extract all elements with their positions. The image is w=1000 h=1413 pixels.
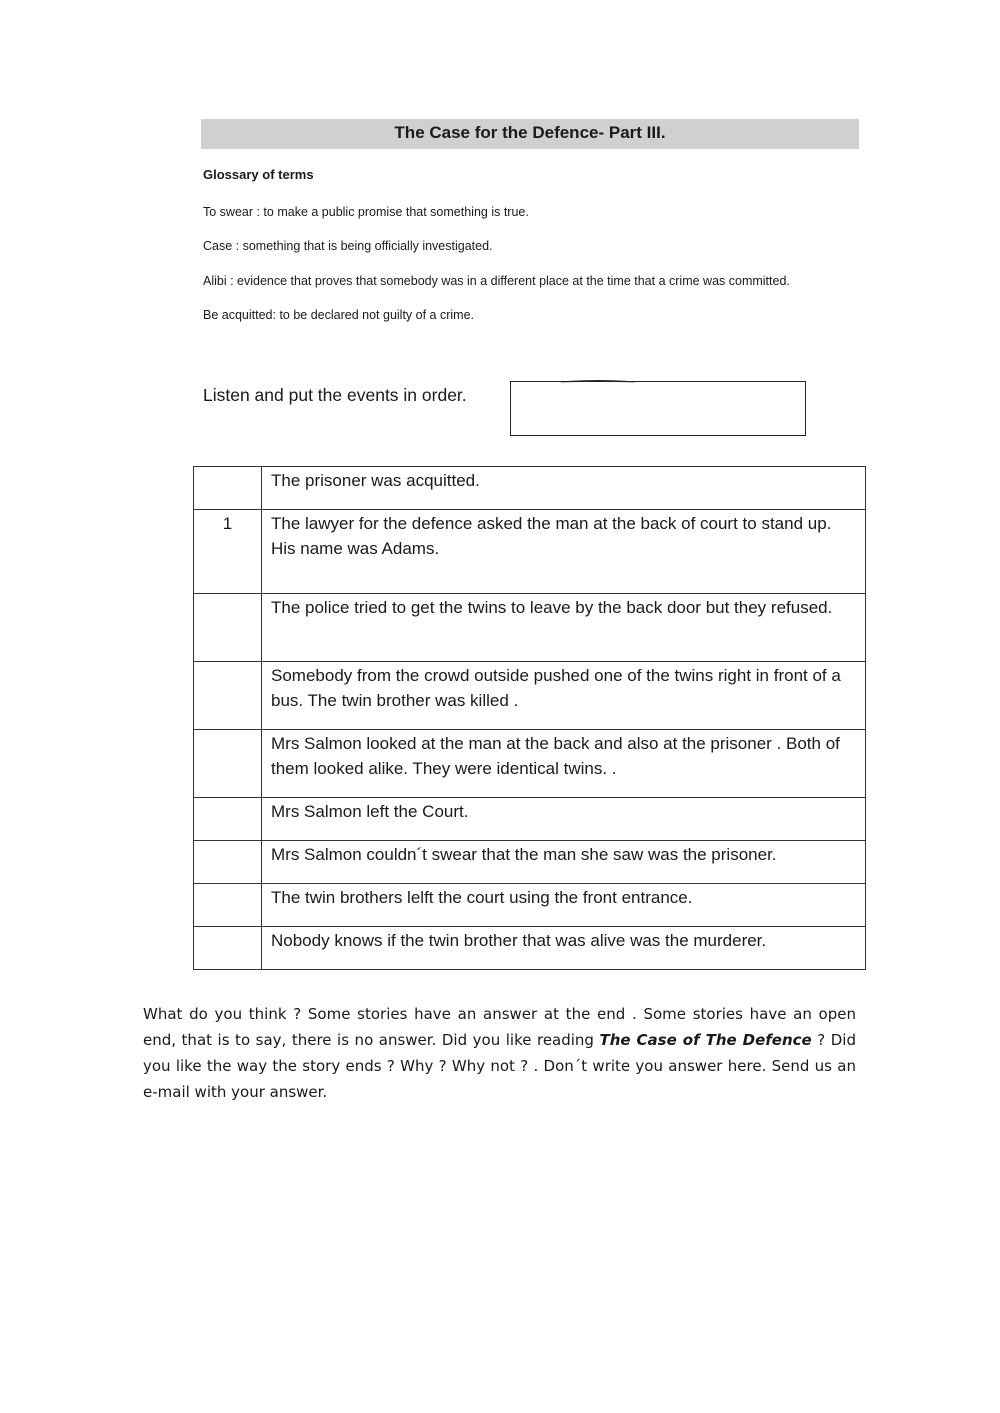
order-number-cell[interactable]	[194, 798, 262, 841]
event-text: Mrs Salmon left the Court.	[262, 798, 866, 841]
event-text: Somebody from the crowd outside pushed one of the twins right in front of a bus. The twin brother was killed .	[262, 662, 866, 730]
event-text: Mrs Salmon looked at the man at the back and also at the prisoner . Both of them looked alike. They were identical twins. .	[262, 730, 866, 798]
table-row	[194, 662, 866, 730]
order-number-cell[interactable]	[194, 841, 262, 884]
event-text: Nobody knows if the twin brother that was alive was the murderer.	[262, 927, 866, 970]
table-row	[194, 798, 866, 841]
table-row	[194, 510, 866, 594]
reflection-text-start: What do you think ? Some stories have an answer at the end . Some stories have an open end, that is to say, there is no answer. Did you like reading	[143, 1005, 856, 1049]
table-row	[194, 467, 866, 510]
glossary-item-acquitted: Be acquitted: to be declared not guilty of a crime.	[203, 308, 474, 322]
event-text: The lawyer for the defence asked the man at the back of court to stand up. His name was Adams.	[262, 510, 866, 594]
order-number-cell[interactable]	[194, 662, 262, 730]
reflection-text-end: ? Did you like the way the story ends ? Why ? Why not ? . Don´t write you answer here. Send us an e-mail with your answer.	[143, 1031, 856, 1101]
glossary-item-alibi: Alibi : evidence that proves that somebody was in a different place at the time that a crime was committed.	[203, 274, 790, 288]
table-row	[194, 841, 866, 884]
order-number-cell[interactable]: 1	[194, 510, 262, 594]
reflection-paragraph	[143, 1001, 856, 1105]
event-text: The prisoner was acquitted.	[262, 467, 866, 510]
event-text: Mrs Salmon couldn´t swear that the man she saw was the prisoner.	[262, 841, 866, 884]
audio-box-mark	[561, 380, 635, 385]
glossary-heading: Glossary of terms	[203, 167, 314, 182]
table-row	[194, 884, 866, 927]
audio-player-box[interactable]	[510, 381, 806, 436]
events-table	[193, 466, 866, 970]
glossary-item-swear: To swear : to make a public promise that something is true.	[203, 205, 529, 219]
table-row	[194, 730, 866, 798]
table-row	[194, 927, 866, 970]
instruction-text: Listen and put the events in order.	[203, 385, 467, 405]
page-title: The Case for the Defence- Part III.	[201, 119, 859, 149]
table-row	[194, 594, 866, 662]
event-text: The twin brothers lelft the court using the front entrance.	[262, 884, 866, 927]
book-title: The Case of The Defence	[599, 1031, 812, 1049]
event-text: The police tried to get the twins to leave by the back door but they refused.	[262, 594, 866, 662]
order-number-cell[interactable]	[194, 730, 262, 798]
order-number-cell[interactable]	[194, 467, 262, 510]
order-number-cell[interactable]	[194, 594, 262, 662]
order-number-cell[interactable]	[194, 927, 262, 970]
glossary-item-case: Case : something that is being officially investigated.	[203, 239, 493, 253]
order-number-cell[interactable]	[194, 884, 262, 927]
